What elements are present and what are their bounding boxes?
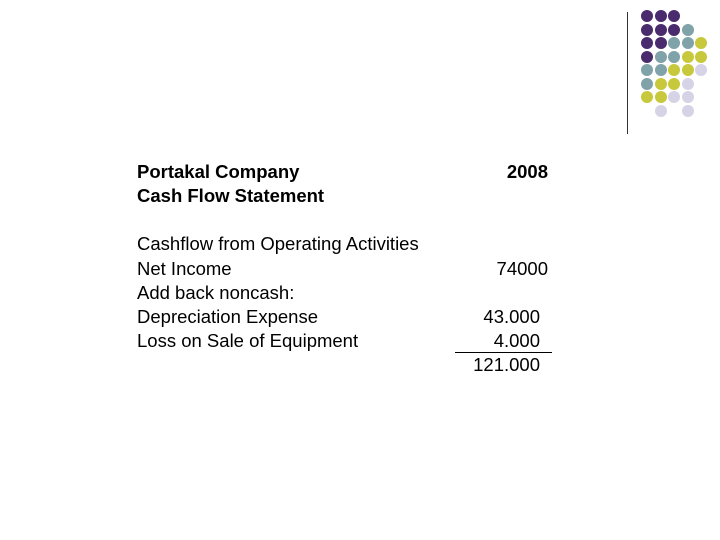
- decorative-dot: [641, 64, 653, 76]
- depreciation-value: 43.000: [483, 306, 540, 327]
- decorative-dot: [655, 37, 667, 49]
- decorative-dot: [655, 51, 667, 63]
- decorative-dot: [695, 64, 707, 76]
- decorative-dot: [668, 51, 680, 63]
- decorative-dot: [682, 64, 694, 76]
- decorative-dot: [668, 24, 680, 36]
- net-income-label: Net Income: [137, 258, 232, 279]
- decorative-dot: [655, 24, 667, 36]
- decorative-dot: [695, 51, 707, 63]
- statement-title: Cash Flow Statement: [137, 185, 325, 206]
- decorative-dot: [682, 105, 694, 117]
- depreciation-label: Depreciation Expense: [137, 306, 318, 327]
- decorative-dot: [641, 78, 653, 90]
- decorative-dot: [682, 24, 694, 36]
- decorative-dot: [655, 78, 667, 90]
- decorative-dot: [655, 105, 667, 117]
- decorative-dot: [641, 37, 653, 49]
- add-back-label: Add back noncash:: [137, 282, 295, 303]
- total-value: 121.000: [473, 354, 540, 375]
- decorative-vertical-line: [627, 12, 628, 134]
- net-income-value: 74000: [496, 258, 548, 279]
- decorative-dot: [695, 37, 707, 49]
- decorative-dot: [668, 10, 680, 22]
- decorative-dot: [655, 64, 667, 76]
- decorative-dot: [655, 10, 667, 22]
- decorative-dot: [682, 91, 694, 103]
- company-name: Portakal Company: [137, 161, 300, 182]
- section-heading: Cashflow from Operating Activities: [137, 233, 419, 254]
- decorative-dot: [655, 91, 667, 103]
- decorative-dot: [641, 51, 653, 63]
- loss-label: Loss on Sale of Equipment: [137, 330, 359, 351]
- decorative-dot: [682, 37, 694, 49]
- decorative-dot: [668, 91, 680, 103]
- decorative-dot: [682, 51, 694, 63]
- decorative-dot: [668, 78, 680, 90]
- decorative-dot: [641, 24, 653, 36]
- total-rule: [455, 352, 552, 353]
- decorative-dot: [682, 78, 694, 90]
- decorative-dot: [641, 10, 653, 22]
- decorative-dot: [668, 37, 680, 49]
- decorative-dot: [668, 64, 680, 76]
- year-header: 2008: [506, 161, 548, 182]
- loss-value: 4.000: [493, 330, 540, 351]
- decorative-dot: [641, 91, 653, 103]
